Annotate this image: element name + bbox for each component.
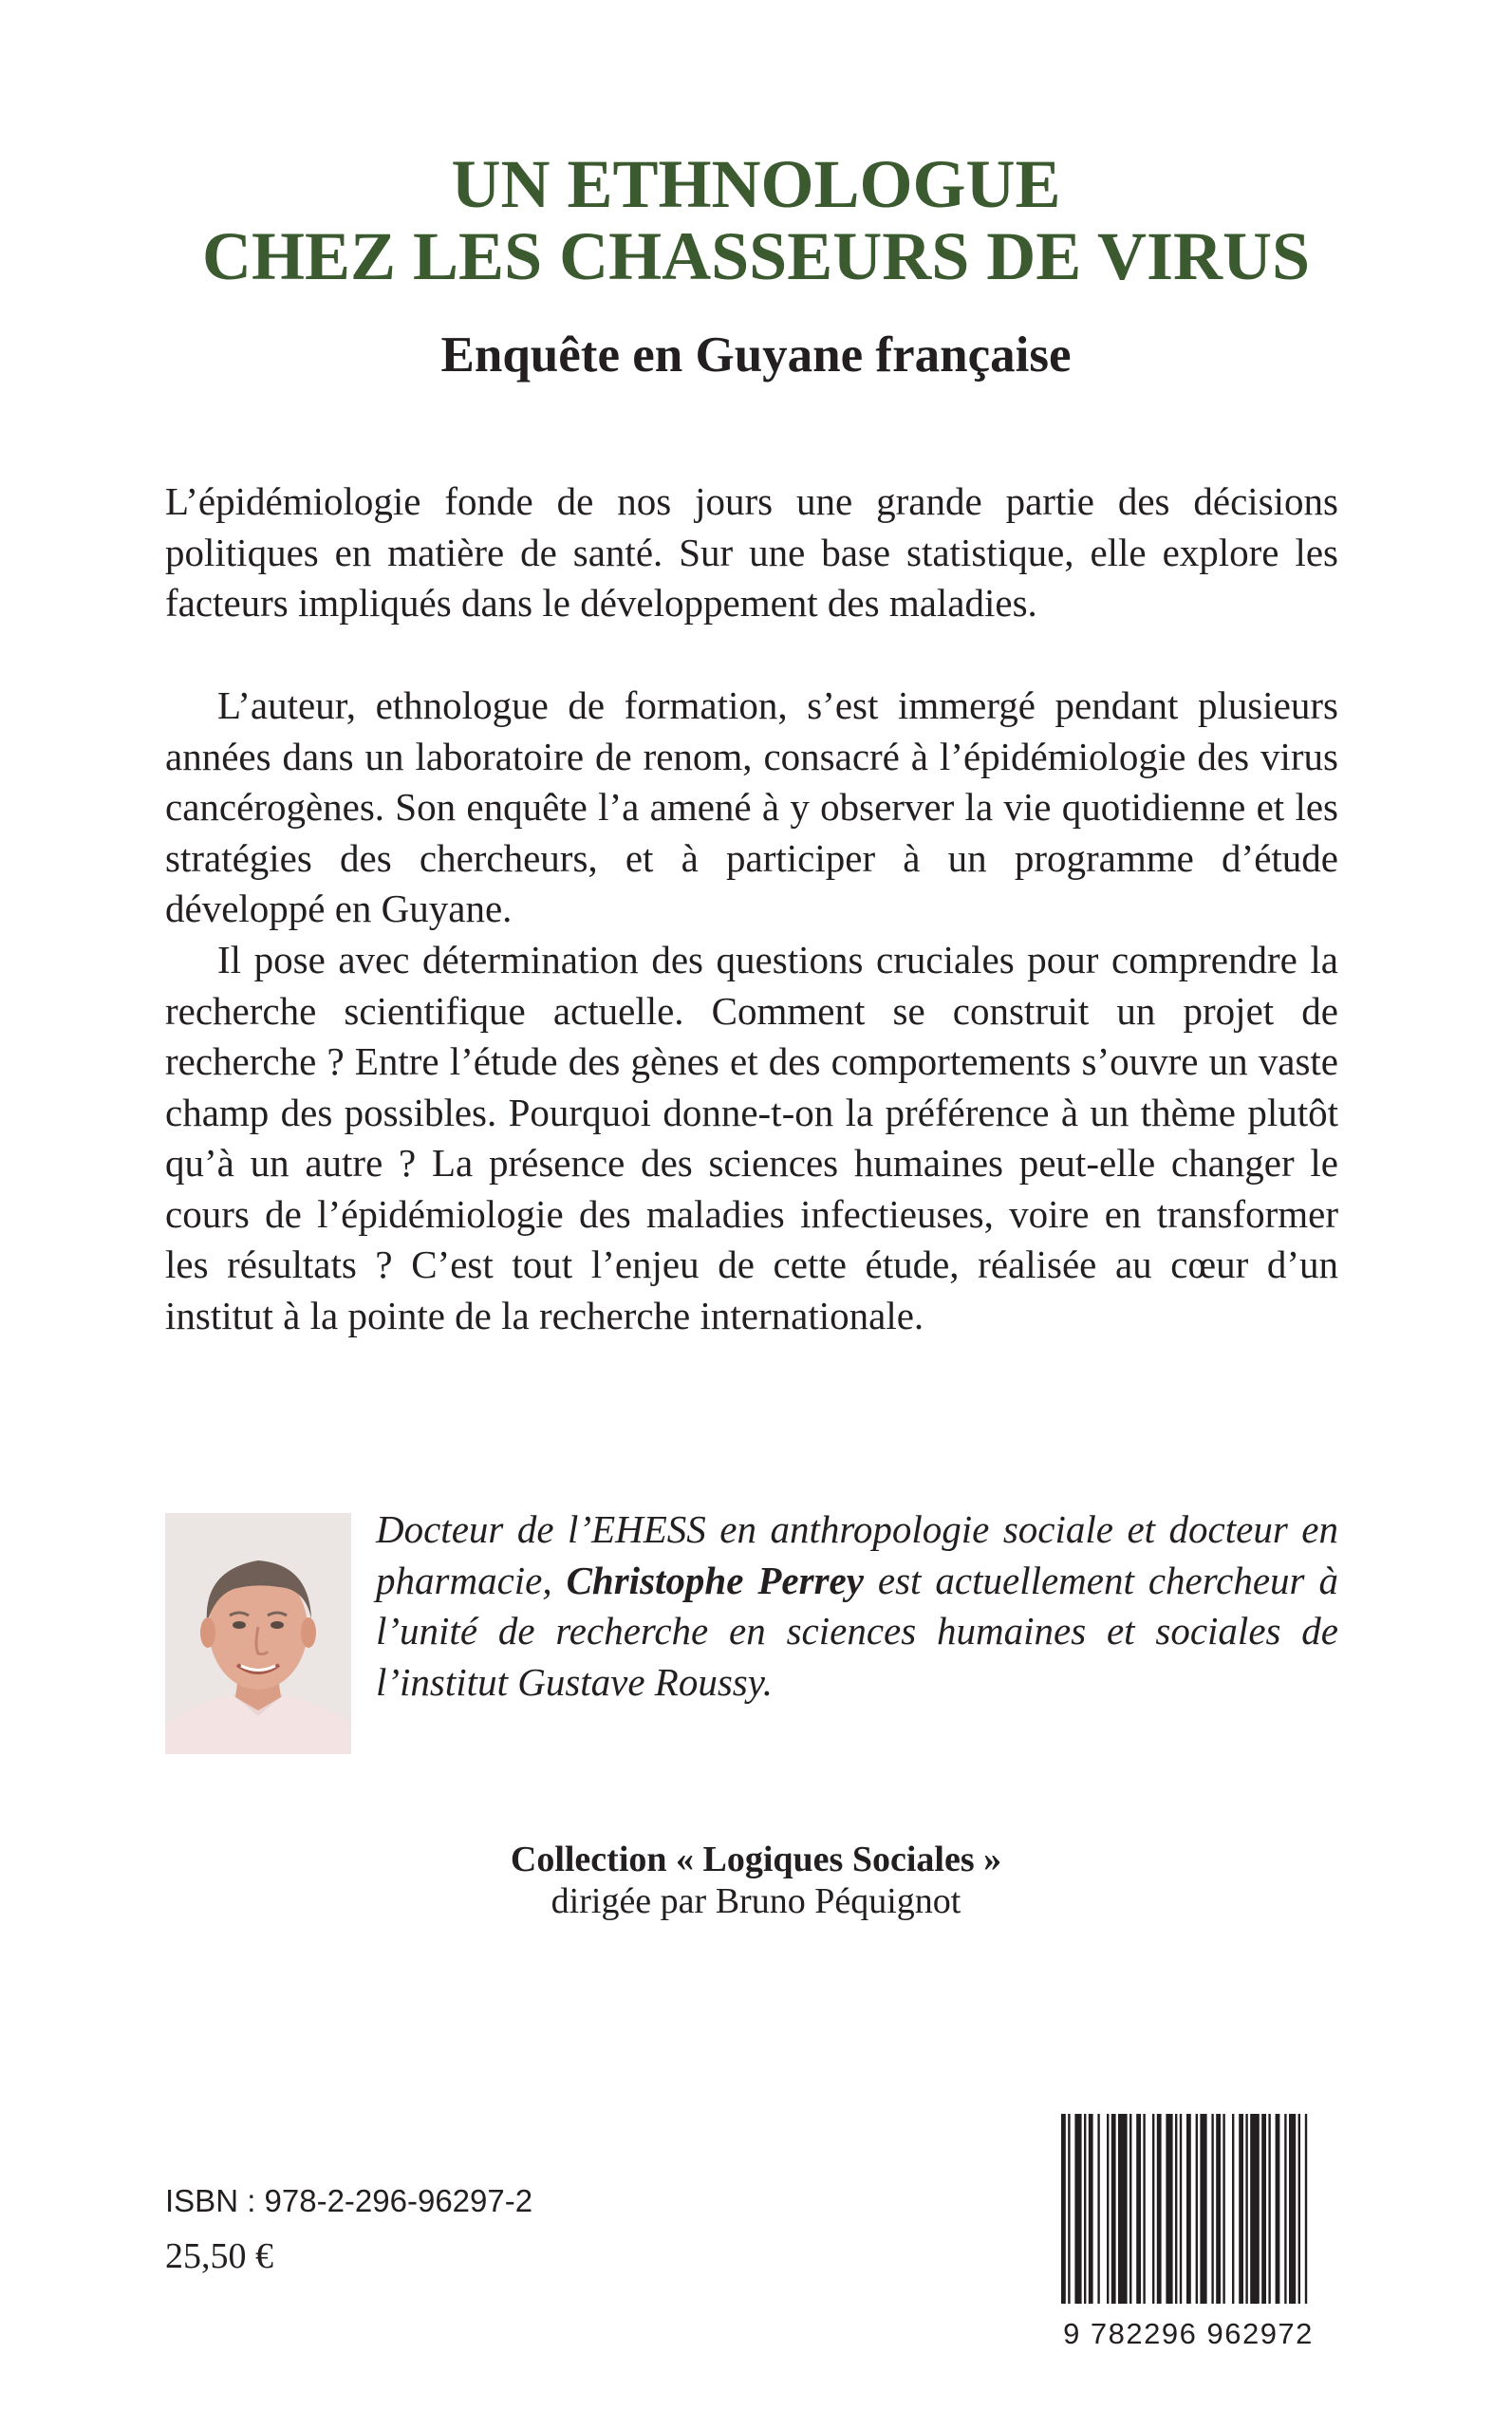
barcode-bar (1298, 2114, 1300, 2304)
author-photo (165, 1513, 351, 1754)
barcode-bar (1276, 2114, 1280, 2304)
barcode-bar (1261, 2114, 1266, 2304)
barcode-bar (1232, 2114, 1234, 2304)
barcode-bar (1180, 2114, 1182, 2304)
barcode-bar (1186, 2114, 1191, 2304)
barcode-bar (1074, 2114, 1081, 2304)
barcode-bar (1245, 2114, 1247, 2304)
barcode-bar (1089, 2114, 1093, 2304)
bio-text-start: Docteur de l’EHESS en anthropologie sociale et docteur en pharmacie, (376, 1507, 1338, 1602)
barcode-bar (1157, 2114, 1162, 2304)
barcode-bar (1061, 2114, 1066, 2304)
barcode-bar (1216, 2114, 1221, 2304)
barcode-bar (1143, 2114, 1145, 2304)
barcode-bars (1061, 2114, 1307, 2304)
barcode-bar (1175, 2114, 1177, 2304)
barcode-bar (1305, 2114, 1307, 2304)
summary-paragraph-1: L’épidémiologie fonde de nos jours une grande partie des décisions politiques en matière de santé. Sur une base statistique, elle explore les facteurs impliqués dans le développement des maladies. (165, 479, 1338, 625)
barcode-digits: 9 782296 962972 (1063, 2317, 1314, 2349)
barcode-bar (1200, 2114, 1206, 2304)
author-bio (376, 1504, 1338, 1708)
collection-editor: dirigée par Bruno Péquignot (551, 1881, 961, 1921)
barcode-bar (1166, 2114, 1172, 2304)
subtitle: Enquête en Guyane française (440, 327, 1072, 383)
barcode-bar (1196, 2114, 1198, 2304)
barcode (1044, 2110, 1334, 2349)
summary-paragraph-2: L’auteur, ethnologue de formation, s’est immergé pendant plusieurs années dans un laboratoire de renom, consacré à l’épidémiologie des virus cancérogènes. Son enquête l’a amené à y observer la vie quotidienne et les stratégies des chercheurs, et à participer à un programme d’étude développé en Guyane. (165, 683, 1338, 930)
barcode-bar (1111, 2114, 1116, 2304)
barcode-bar (1136, 2114, 1141, 2304)
barcode-graphic (1044, 2110, 1334, 2349)
isbn: ISBN : 978-2-296-96297-2 (165, 2183, 533, 2218)
title-line-2: CHEZ LES CHASSEURS DE VIRUS (201, 218, 1311, 294)
barcode-bar (1068, 2114, 1070, 2304)
barcode-bar (1152, 2114, 1154, 2304)
bio-text-end: est actuellement chercheur à l’unité de recherche en sciences humaines et sociales de l’institut Gustave Roussy. (376, 1558, 1338, 1704)
barcode-bar (1268, 2114, 1270, 2304)
summary-paragraph-3: Il pose avec détermination des questions cruciales pour comprendre la recherche scientifique actuelle. Comment se construit un projet de recherche ? Entre l’étude des gènes et des comportements s’ouvre un vaste champ des possibles. Pourquoi donne-t-on la préférence à un thème plutôt qu’à un autre ? La présence des sciences humaines peut-elle changer le cours de l’épidémiologie des maladies infectieuses, voire en transformer les résultats ? C’est tout l’enjeu de cette étude, réalisée au cœur d’un institut à la pointe de la recherche internationale. (165, 938, 1338, 1337)
barcode-bar (1239, 2114, 1243, 2304)
barcode-bar (1129, 2114, 1131, 2304)
barcode-bar (1084, 2114, 1086, 2304)
title-line-1: UN ETHNOLOGUE (451, 146, 1061, 222)
price: 25,50 € (165, 2236, 273, 2276)
barcode-bar (1284, 2114, 1286, 2304)
author-name: Christophe Perrey (566, 1558, 864, 1602)
barcode-bar (1211, 2114, 1213, 2304)
barcode-bar (1118, 2114, 1128, 2304)
barcode-bar (1289, 2114, 1296, 2304)
barcode-bar (1107, 2114, 1109, 2304)
barcode-bar (1223, 2114, 1224, 2304)
collection-info (0, 1839, 1512, 1922)
barcode-bar (1250, 2114, 1260, 2304)
barcode-bar (1097, 2114, 1099, 2304)
collection-name: Collection « Logiques Sociales » (510, 1840, 1002, 1879)
